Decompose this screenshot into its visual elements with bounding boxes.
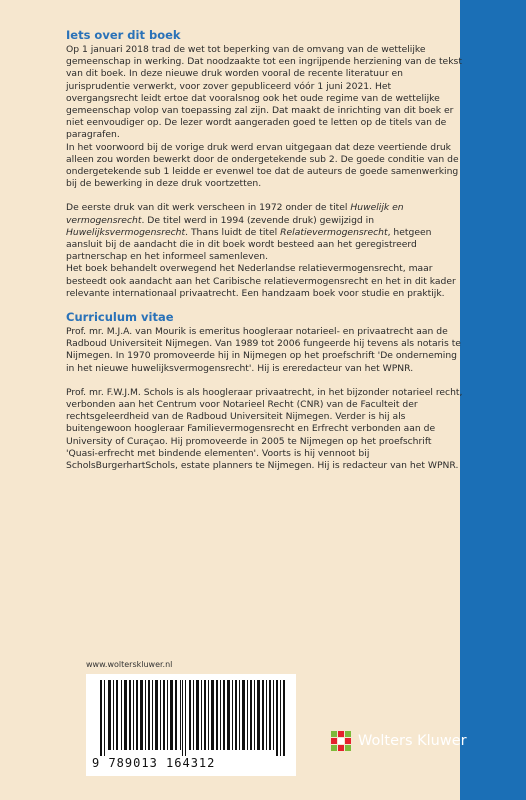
isbn-barcode bbox=[86, 674, 296, 776]
publisher-logo bbox=[330, 730, 467, 752]
about-paragraph-3 bbox=[66, 202, 464, 263]
content-column bbox=[66, 28, 464, 472]
barcode-number: 9 789013 164312 bbox=[92, 756, 216, 770]
text-run: De eerste druk van dit werk verscheen in 1972 onder de titel bbox=[66, 202, 351, 214]
about-heading: Iets over dit boek bbox=[66, 28, 181, 42]
cv-heading: Curriculum vitae bbox=[66, 310, 174, 325]
wolters-kluwer-logo-icon bbox=[330, 730, 352, 752]
about-paragraph-4: Het boek behandelt overwegend het Nederlandse relatievermogensrecht, maar besteedt ook aandacht aan het Caribische relatievermogensrecht en het in dit kader relevante internationaal privaatrecht. Een handzaam boek voor studie en praktijk. bbox=[66, 263, 456, 299]
cv-paragraph-1: Prof. mr. M.J.A. van Mourik is emeritus hoogleraar notarieel- en privaatrecht aan de Radboud Universiteit Nijmegen. Van 1989 tot 2006 fungeerde hij tevens als notaris te Nijmegen. In 1970 promoveerde hij in Nijmegen op het proefschrift 'De onderneming in het nieuwe huwelijksvermogensrecht'. Hij is ereredacteur van het WPNR. bbox=[66, 326, 461, 374]
about-paragraph-1: Op 1 januari 2018 trad de wet tot beperking van de omvang van de wettelijke gemeenschap in werking. Dat noodzaakte tot een ingrijpende herziening van de tekst van dit boek. In deze nieuwe druk worden vooral de recente literatuur en jurisprudentie verwerkt, voor zover gepubliceerd vóór 1 juni 2021. Het overgangsrecht leidt ertoe dat vooralsnog ook het oude regime van de wettelijke gemeenschap volop van toepassing zal zijn. Dat maakt de inrichting van dit boek er niet eenvoudiger op. De lezer wordt aangeraden goed te letten op de titels van de paragrafen. bbox=[66, 44, 462, 141]
publisher-name: Wolters Kluwer bbox=[358, 733, 467, 749]
title-relatievermogensrecht: Relatievermogensrecht bbox=[280, 226, 388, 238]
barcode-bars bbox=[100, 680, 286, 756]
title-huwelijksvermogensrecht: Huwelijksvermogensrecht bbox=[66, 226, 186, 238]
text-run: . Thans luidt de titel bbox=[185, 226, 281, 238]
text-run: . De titel werd in 1994 (zevende druk) gewijzigd in bbox=[141, 214, 375, 226]
publisher-url[interactable]: www.wolterskluwer.nl bbox=[86, 660, 173, 669]
cv-paragraph-2: Prof. mr. F.W.J.M. Schols is als hoogleraar privaatrecht, in het bijzonder notarieel recht, verbonden aan het Centrum voor Notarieel Recht (CNR) van de Faculteit der rechtsgeleerdheid van de Radboud Universiteit Nijmegen. Verder is hij als buitengewoon hoogleraar Familievermogensrecht en Erfrecht verbonden aan de University of Curaçao. Hij promoveerde in 2005 te Nijmegen op het proefschrift 'Quasi-erfrecht met bindende elementen'. Voorts is hij vennoot bij ScholsBurgerhartSchols, estate planners te Nijmegen. Hij is redacteur van het WPNR. bbox=[66, 386, 463, 472]
blue-side-strip bbox=[460, 0, 526, 800]
text-run: , hetgeen aansluit bij de aandacht die in dit boek wordt besteed aan het geregistreerd partnerschap en het informeel samenleven. bbox=[66, 226, 432, 263]
title-huwelijk-en-vermogensrecht: Huwelijk en vermogensrecht bbox=[66, 202, 404, 226]
about-paragraph-2: In het voorwoord bij de vorige druk werd ervan uitgegaan dat deze veertiende druk alleen zou worden bewerkt door de ondergetekende sub 2. De goede conditie van de ondergetekende sub 1 leidde er evenwel toe dat de auteurs de goede samenwerking bij de bewerking in deze druk voortzetten. bbox=[66, 141, 459, 190]
